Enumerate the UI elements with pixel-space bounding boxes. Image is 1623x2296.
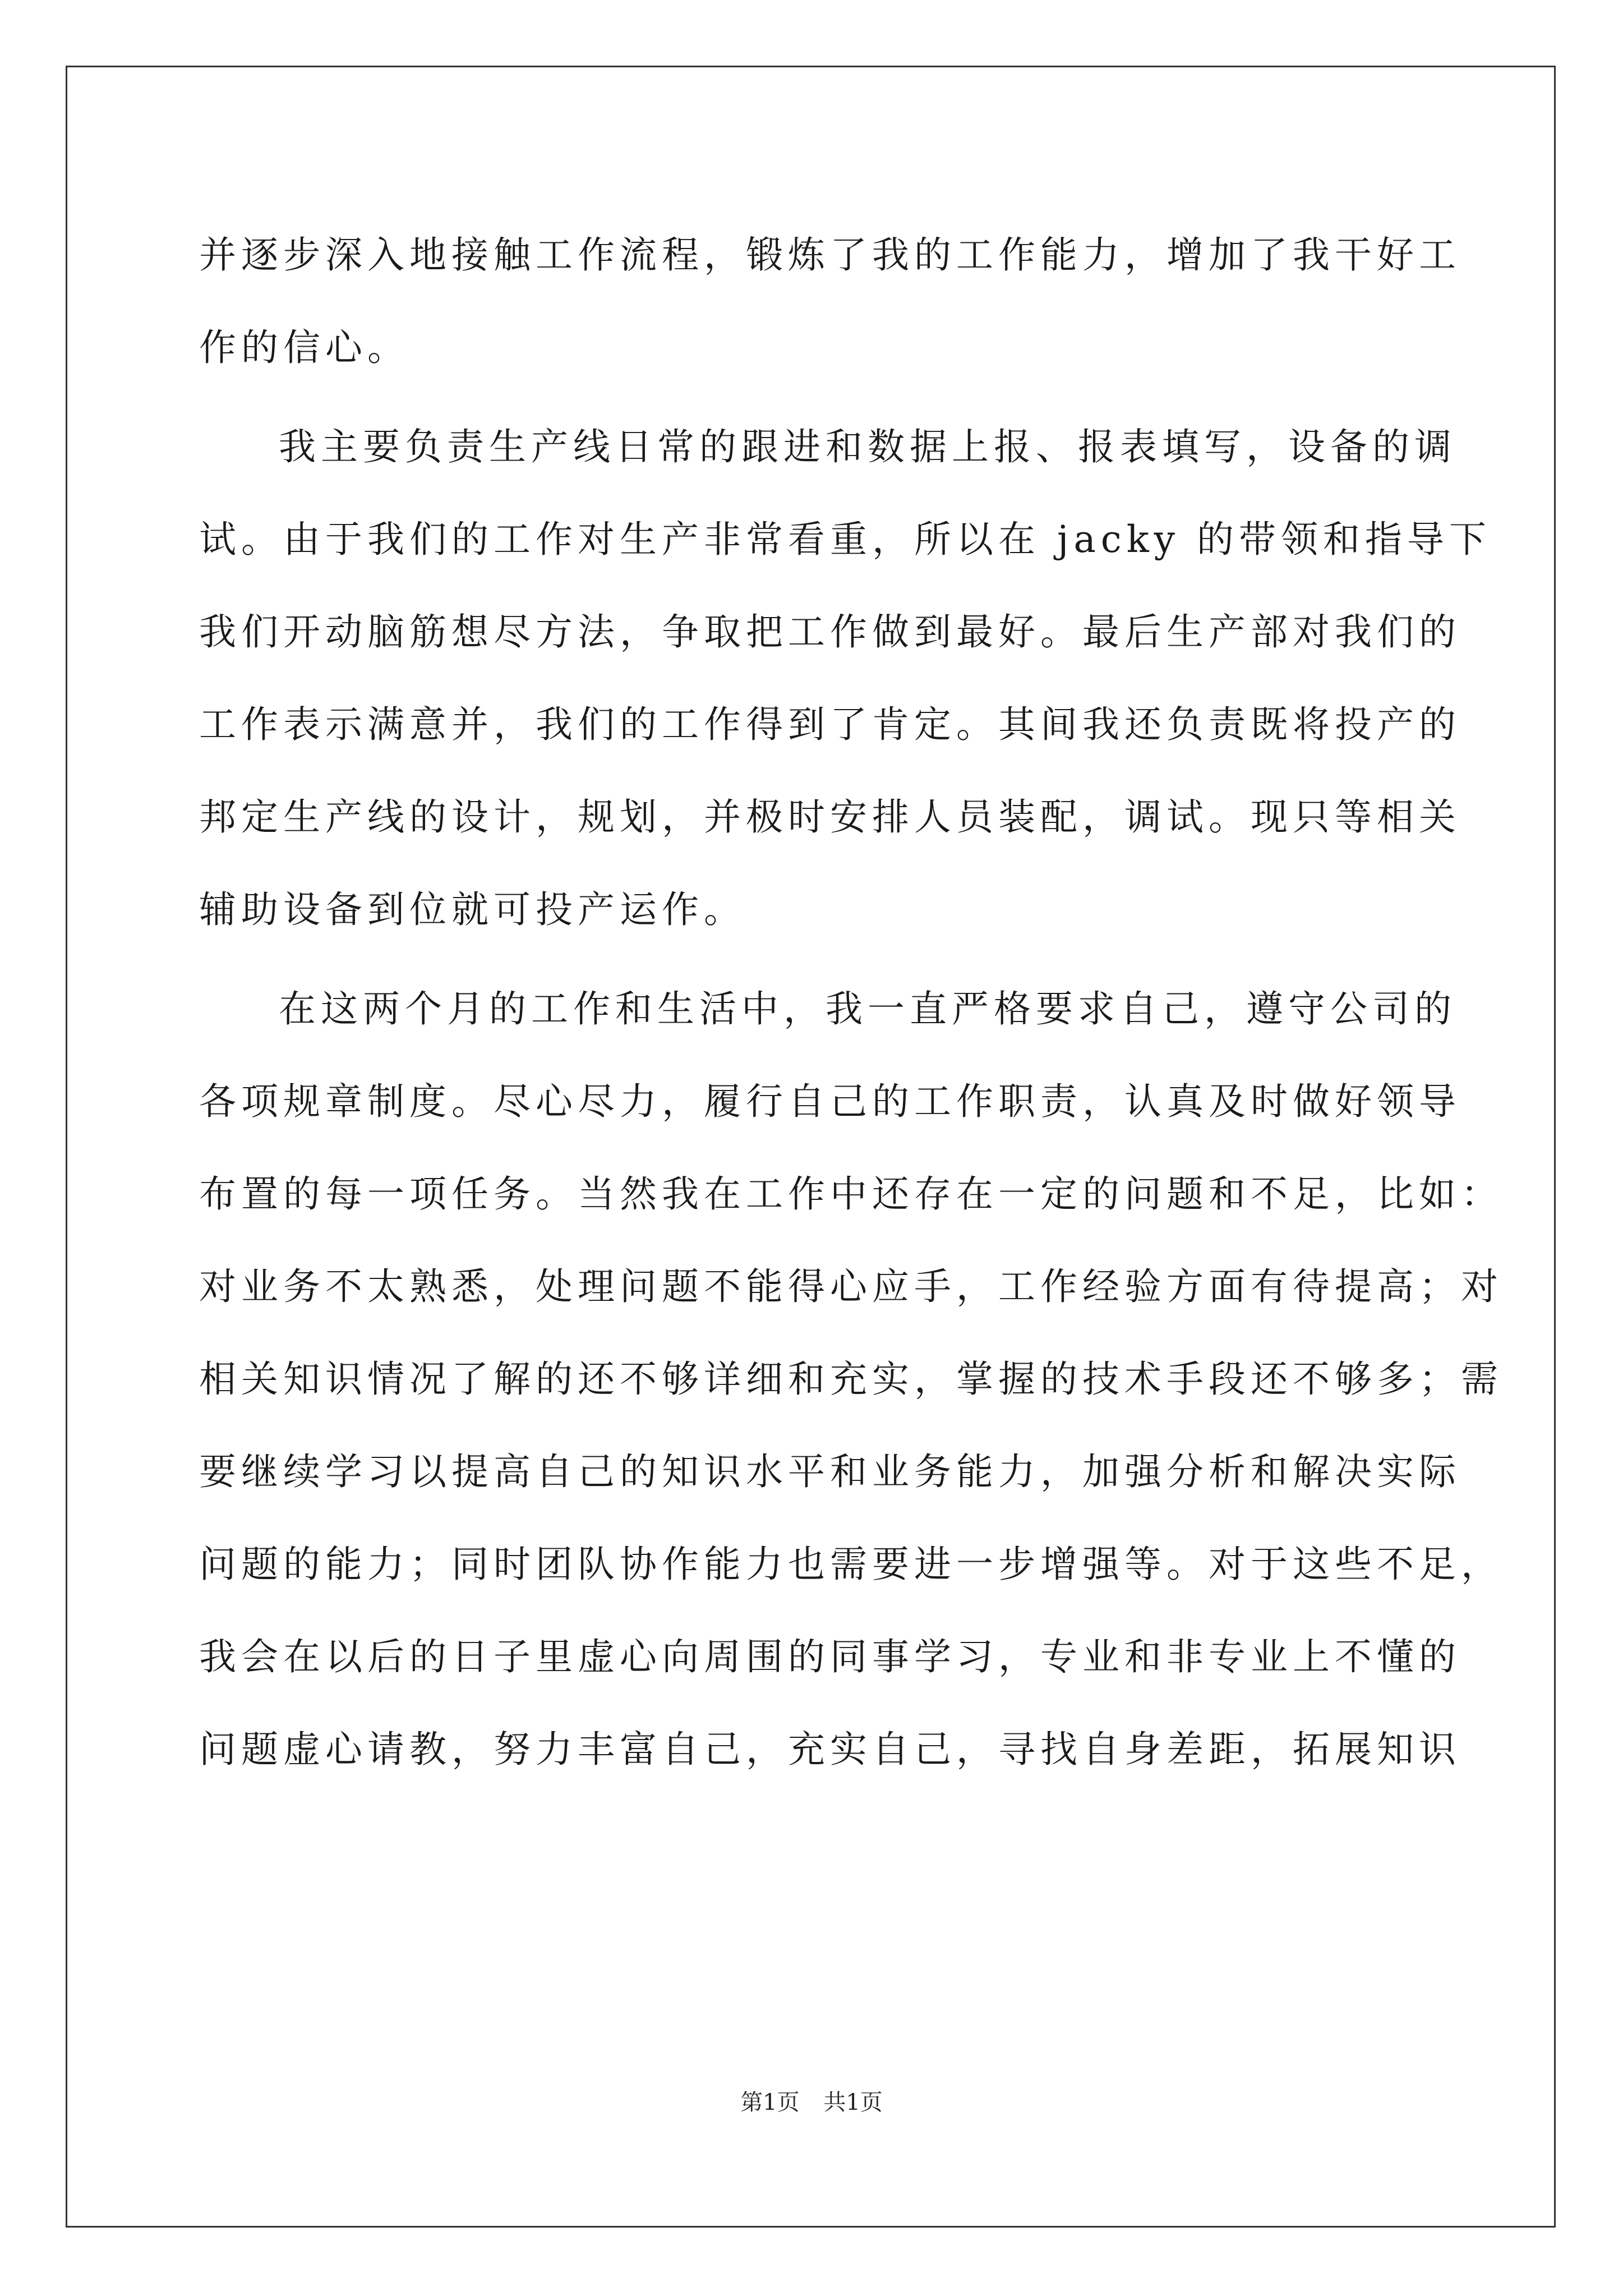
text-line: 辅助设备到位就可投产运作。 (199, 888, 746, 931)
document-body (199, 222, 1503, 1809)
text-line: 并逐步深入地接触工作流程，锻炼了我的工作能力，增加了我干好工 (199, 233, 1461, 277)
text-line: 问题的能力；同时团队协作能力也需要进一步增强等。对于这些不足， (199, 1543, 1503, 1586)
text-line: 要继续学习以提高自己的知识水平和业务能力，加强分析和解决实际 (199, 1450, 1461, 1493)
text-line: 作的信心。 (199, 326, 409, 369)
page-footer: 第1页 共1页 (740, 2090, 883, 2115)
paragraph-start-line: 在这两个月的工作和生活中，我一直严格要求自己，遵守公司的 (279, 987, 1456, 1030)
text-line: 我会在以后的日子里虚心向周围的同事学习，专业和非专业上不懂的 (199, 1635, 1461, 1678)
text-line: 我们开动脑筋想尽方法，争取把工作做到最好。最后生产部对我们的 (199, 610, 1461, 654)
text-line: 问题虚心请教，努力丰富自己，充实自己，寻找自身差距，拓展知识 (199, 1728, 1461, 1771)
text-line: 各项规章制度。尽心尽力，履行自己的工作职责，认真及时做好领导 (199, 1080, 1461, 1123)
paragraph-start-line: 我主要负责生产线日常的跟进和数据上报、报表填写，设备的调 (279, 425, 1456, 468)
text-line: 试。由于我们的工作对生产非常看重，所以在 jacky 的带领和指导下 (199, 518, 1492, 561)
text-line: 邦定生产线的设计，规划，并极时安排人员装配，调试。现只等相关 (199, 795, 1461, 839)
text-line: 对业务不太熟悉，处理问题不能得心应手，工作经验方面有待提高；对 (199, 1265, 1503, 1308)
text-line: 布置的每一项任务。当然我在工作中还存在一定的问题和不足，比如： (199, 1172, 1503, 1216)
text-line: 相关知识情况了解的还不够详细和充实，掌握的技术手段还不够多；需 (199, 1358, 1503, 1401)
text-line: 工作表示满意并，我们的工作得到了肯定。其间我还负责既将投产的 (199, 703, 1461, 746)
